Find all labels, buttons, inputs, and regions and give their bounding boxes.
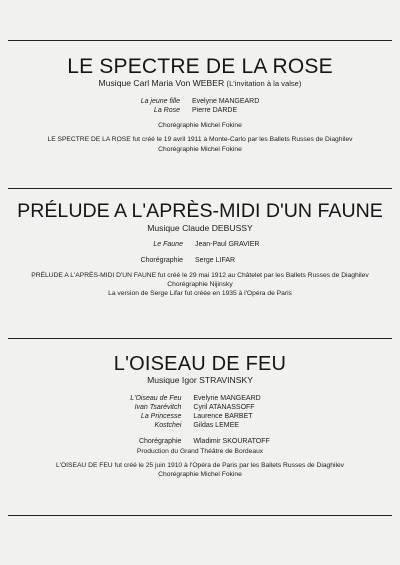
section-oiseau — [0, 354, 400, 480]
cast-row — [130, 412, 270, 421]
dancer: Evelyne MANGEARD — [192, 97, 260, 105]
history-note: PRÉLUDE A L'APRÈS-MIDI D'UN FAUNE fut créé le 29 mai 1912 au Châtelet par les Ballets Russes de Diaghilev — [31, 271, 369, 279]
music-credit: Musique Igor STRAVINSKY — [147, 375, 253, 385]
role: La Rose — [153, 106, 180, 114]
dancer: Jean-Paul GRAVIER — [194, 241, 260, 249]
section-faune — [0, 202, 400, 299]
music-credit — [0, 79, 400, 88]
choreography-credit — [141, 256, 260, 265]
composer: Musique Carl Maria Von WEBER — [98, 78, 225, 88]
cast-row — [130, 421, 270, 430]
cast-list — [130, 394, 270, 447]
choreo-name: Wladimir SKOURATOFF — [193, 438, 270, 446]
choreo-name: Michel Fokine — [200, 122, 242, 129]
cast-list — [141, 240, 260, 265]
choreo-name: Serge LIFAR — [194, 257, 236, 265]
dancer: Evelyne MANGEARD — [193, 394, 261, 402]
cast-list — [141, 97, 260, 115]
ballet-title: LE SPECTRE DE LA ROSE — [67, 55, 333, 78]
role: L'Oiseau de Feu — [130, 394, 182, 402]
choreography-credit — [130, 437, 270, 446]
role: Kostchei — [154, 422, 182, 430]
cast-row — [130, 394, 270, 403]
divider-bottom — [8, 515, 392, 516]
dancer: Pierre DARDE — [192, 106, 238, 114]
cast-row — [141, 240, 260, 249]
history-choreo: Chorégraphie Michel Fokine — [158, 145, 242, 153]
role: La jeune fille — [140, 97, 180, 105]
role: La Princesse — [140, 413, 182, 420]
history-choreo: Chorégraphie Nijinsky — [167, 281, 233, 288]
production-note: Production du Grand Théâtre de Bordeaux — [136, 447, 264, 455]
dancer: Cyril ATANASSOFF — [193, 403, 255, 411]
choreo-label: Chorégraphie — [158, 122, 199, 129]
dancer: Gildas LEMEE — [193, 422, 239, 430]
divider-top — [8, 40, 392, 41]
history-choreo: Chorégraphie Michel Fokine — [158, 471, 242, 479]
dancer: Laurence BARBET — [193, 413, 253, 420]
divider-2 — [8, 338, 392, 339]
version-note: La version de Serge Lifar fut créée en 1935 à l'Opéra de Paris — [108, 290, 292, 298]
choreography-credit — [0, 121, 400, 130]
choreo-label: Chorégraphie — [140, 257, 183, 265]
history-note: LE SPECTRE DE LA ROSE fut créé le 19 avril 1911 à Monte-Carlo par les Ballets Russes de Diaghilev — [47, 136, 353, 144]
music-credit: Musique Claude DEBUSSY — [147, 222, 253, 233]
section-spectre — [0, 56, 400, 154]
ballet-title: PRÉLUDE A L'APRÈS-MIDI D'UN FAUNE — [17, 200, 383, 222]
cast-row — [130, 403, 270, 412]
choreo-label: Chorégraphie — [138, 438, 182, 446]
ballet-title: L'OISEAU DE FEU — [113, 353, 287, 375]
history-note: L'OISEAU DE FEU fut créé le 25 juin 1910 à l'Opéra de Paris par les Ballets Russes de Diaghilev — [55, 462, 345, 470]
divider-1 — [8, 188, 392, 189]
cast-row — [141, 106, 260, 115]
role: Le Faune — [153, 241, 183, 249]
role: Ivan Tsarévitch — [134, 403, 182, 411]
cast-row — [141, 97, 260, 106]
music-note: (L'invitation à la valse) — [226, 79, 302, 88]
